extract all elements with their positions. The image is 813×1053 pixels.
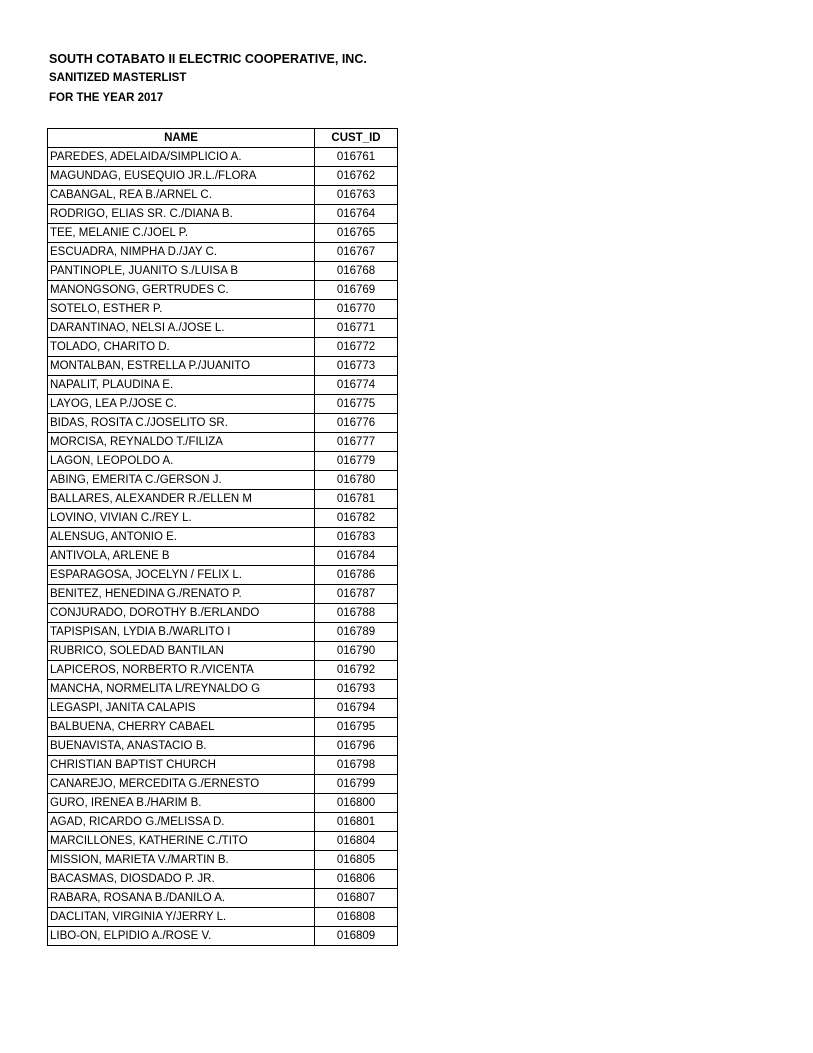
customer-name-cell: ESPARAGOSA, JOCELYN / FELIX L.	[48, 566, 315, 585]
table-row	[48, 414, 398, 433]
customer-name-cell: MISSION, MARIETA V./MARTIN B.	[48, 851, 315, 870]
customer-name-cell: MAGUNDAG, EUSEQUIO JR.L./FLORA	[48, 167, 315, 186]
table-row	[48, 262, 398, 281]
customer-name-cell: LIBO-ON, ELPIDIO A./ROSE V.	[48, 927, 315, 946]
customer-id-cell: 016787	[315, 585, 398, 604]
customer-id-cell: 016799	[315, 775, 398, 794]
table-row	[48, 832, 398, 851]
customer-name-cell: PAREDES, ADELAIDA/SIMPLICIO A.	[48, 148, 315, 167]
customer-id-cell: 016763	[315, 186, 398, 205]
customer-id-cell: 016792	[315, 661, 398, 680]
customer-id-cell: 016777	[315, 433, 398, 452]
table-body	[48, 148, 398, 946]
customer-name-cell: RABARA, ROSANA B./DANILO A.	[48, 889, 315, 908]
customer-id-cell: 016775	[315, 395, 398, 414]
customer-id-cell: 016788	[315, 604, 398, 623]
customer-id-cell: 016786	[315, 566, 398, 585]
customer-name-cell: GURO, IRENEA B./HARIM B.	[48, 794, 315, 813]
table-row	[48, 813, 398, 832]
table-row	[48, 338, 398, 357]
customer-id-cell: 016808	[315, 908, 398, 927]
table-row	[48, 300, 398, 319]
table-row	[48, 243, 398, 262]
customer-name-cell: BACASMAS, DIOSDADO P. JR.	[48, 870, 315, 889]
customer-id-cell: 016765	[315, 224, 398, 243]
customer-id-cell: 016804	[315, 832, 398, 851]
customer-name-cell: LAPICEROS, NORBERTO R./VICENTA	[48, 661, 315, 680]
customer-name-cell: DACLITAN, VIRGINIA Y/JERRY L.	[48, 908, 315, 927]
table-row	[48, 319, 398, 338]
customer-id-cell: 016793	[315, 680, 398, 699]
customer-id-cell: 016780	[315, 471, 398, 490]
table-row	[48, 870, 398, 889]
table-row	[48, 927, 398, 946]
customer-name-cell: TAPISPISAN, LYDIA B./WARLITO I	[48, 623, 315, 642]
table-row	[48, 433, 398, 452]
table-row	[48, 737, 398, 756]
customer-name-cell: TOLADO, CHARITO D.	[48, 338, 315, 357]
customer-name-cell: MONTALBAN, ESTRELLA P./JUANITO	[48, 357, 315, 376]
customer-id-cell: 016764	[315, 205, 398, 224]
customer-name-cell: LEGASPI, JANITA CALAPIS	[48, 699, 315, 718]
customer-id-cell: 016784	[315, 547, 398, 566]
customer-name-cell: BENITEZ, HENEDINA G./RENATO P.	[48, 585, 315, 604]
customer-name-cell: TEE, MELANIE C./JOEL P.	[48, 224, 315, 243]
customer-name-cell: MARCILLONES, KATHERINE C./TITO	[48, 832, 315, 851]
table-row	[48, 167, 398, 186]
document-year: FOR THE YEAR 2017	[49, 92, 164, 104]
table-row	[48, 547, 398, 566]
customer-name-cell: BIDAS, ROSITA C./JOSELITO SR.	[48, 414, 315, 433]
customer-name-cell: AGAD, RICARDO G./MELISSA D.	[48, 813, 315, 832]
customer-name-cell: BALBUENA, CHERRY CABAEL	[48, 718, 315, 737]
company-name: SOUTH COTABATO II ELECTRIC COOPERATIVE, INC.	[49, 52, 367, 66]
customer-name-cell: BALLARES, ALEXANDER R./ELLEN M	[48, 490, 315, 509]
table-row	[48, 642, 398, 661]
table-row	[48, 680, 398, 699]
table-row	[48, 376, 398, 395]
table-row	[48, 699, 398, 718]
table-row	[48, 604, 398, 623]
table-row	[48, 889, 398, 908]
customer-id-cell: 016805	[315, 851, 398, 870]
customer-name-cell: ABING, EMERITA C./GERSON J.	[48, 471, 315, 490]
customer-id-cell: 016774	[315, 376, 398, 395]
customer-id-cell: 016796	[315, 737, 398, 756]
customer-id-cell: 016806	[315, 870, 398, 889]
customer-name-cell: MANONGSONG, GERTRUDES C.	[48, 281, 315, 300]
customer-id-cell: 016795	[315, 718, 398, 737]
table-row	[48, 661, 398, 680]
table-row	[48, 395, 398, 414]
document-subtitle: SANITIZED MASTERLIST	[49, 72, 187, 84]
table-header-row	[48, 129, 398, 148]
customer-name-cell: LAYOG, LEA P./JOSE C.	[48, 395, 315, 414]
customer-id-cell: 016767	[315, 243, 398, 262]
customer-id-cell: 016769	[315, 281, 398, 300]
table-row	[48, 357, 398, 376]
table-row	[48, 224, 398, 243]
customer-name-cell: MANCHA, NORMELITA L/REYNALDO G	[48, 680, 315, 699]
customer-id-cell: 016772	[315, 338, 398, 357]
customer-id-cell: 016776	[315, 414, 398, 433]
customer-id-cell: 016794	[315, 699, 398, 718]
customer-name-cell: MORCISA, REYNALDO T./FILIZA	[48, 433, 315, 452]
table-row	[48, 490, 398, 509]
customer-id-cell: 016790	[315, 642, 398, 661]
customer-id-cell: 016800	[315, 794, 398, 813]
table-row	[48, 623, 398, 642]
customer-id-cell: 016779	[315, 452, 398, 471]
customer-name-cell: ALENSUG, ANTONIO E.	[48, 528, 315, 547]
customer-id-cell: 016798	[315, 756, 398, 775]
customer-id-cell: 016761	[315, 148, 398, 167]
customer-name-cell: CABANGAL, REA B./ARNEL C.	[48, 186, 315, 205]
column-header-cust-id: CUST_ID	[315, 129, 398, 148]
customer-id-cell: 016789	[315, 623, 398, 642]
customer-id-cell: 016781	[315, 490, 398, 509]
customer-id-cell: 016762	[315, 167, 398, 186]
table-row	[48, 566, 398, 585]
customer-name-cell: NAPALIT, PLAUDINA E.	[48, 376, 315, 395]
customer-id-cell: 016801	[315, 813, 398, 832]
customer-id-cell: 016771	[315, 319, 398, 338]
customer-id-cell: 016770	[315, 300, 398, 319]
customer-name-cell: LOVINO, VIVIAN C./REY L.	[48, 509, 315, 528]
customer-name-cell: CHRISTIAN BAPTIST CHURCH	[48, 756, 315, 775]
customer-id-cell: 016782	[315, 509, 398, 528]
customer-name-cell: BUENAVISTA, ANASTACIO B.	[48, 737, 315, 756]
table-row	[48, 205, 398, 224]
table-row	[48, 908, 398, 927]
table-row	[48, 281, 398, 300]
table-row	[48, 528, 398, 547]
customer-id-cell: 016773	[315, 357, 398, 376]
customer-name-cell: RUBRICO, SOLEDAD BANTILAN	[48, 642, 315, 661]
customer-name-cell: ANTIVOLA, ARLENE B	[48, 547, 315, 566]
customer-name-cell: CONJURADO, DOROTHY B./ERLANDO	[48, 604, 315, 623]
column-header-name: NAME	[48, 129, 315, 148]
customer-name-cell: RODRIGO, ELIAS SR. C./DIANA B.	[48, 205, 315, 224]
table-row	[48, 756, 398, 775]
customer-name-cell: ESCUADRA, NIMPHA D./JAY C.	[48, 243, 315, 262]
table-row	[48, 186, 398, 205]
table-row	[48, 471, 398, 490]
customer-name-cell: LAGON, LEOPOLDO A.	[48, 452, 315, 471]
document-header	[49, 50, 367, 108]
table-row	[48, 509, 398, 528]
customer-id-cell: 016809	[315, 927, 398, 946]
table-row	[48, 148, 398, 167]
customer-name-cell: DARANTINAO, NELSI A./JOSE L.	[48, 319, 315, 338]
table-row	[48, 775, 398, 794]
table-row	[48, 585, 398, 604]
customer-id-cell: 016768	[315, 262, 398, 281]
customer-name-cell: PANTINOPLE, JUANITO S./LUISA B	[48, 262, 315, 281]
customer-id-cell: 016807	[315, 889, 398, 908]
table-row	[48, 718, 398, 737]
customer-name-cell: CANAREJO, MERCEDITA G./ERNESTO	[48, 775, 315, 794]
customer-id-cell: 016783	[315, 528, 398, 547]
table-row	[48, 794, 398, 813]
customer-name-cell: SOTELO, ESTHER P.	[48, 300, 315, 319]
table-row	[48, 452, 398, 471]
table-row	[48, 851, 398, 870]
masterlist-table	[47, 128, 398, 946]
